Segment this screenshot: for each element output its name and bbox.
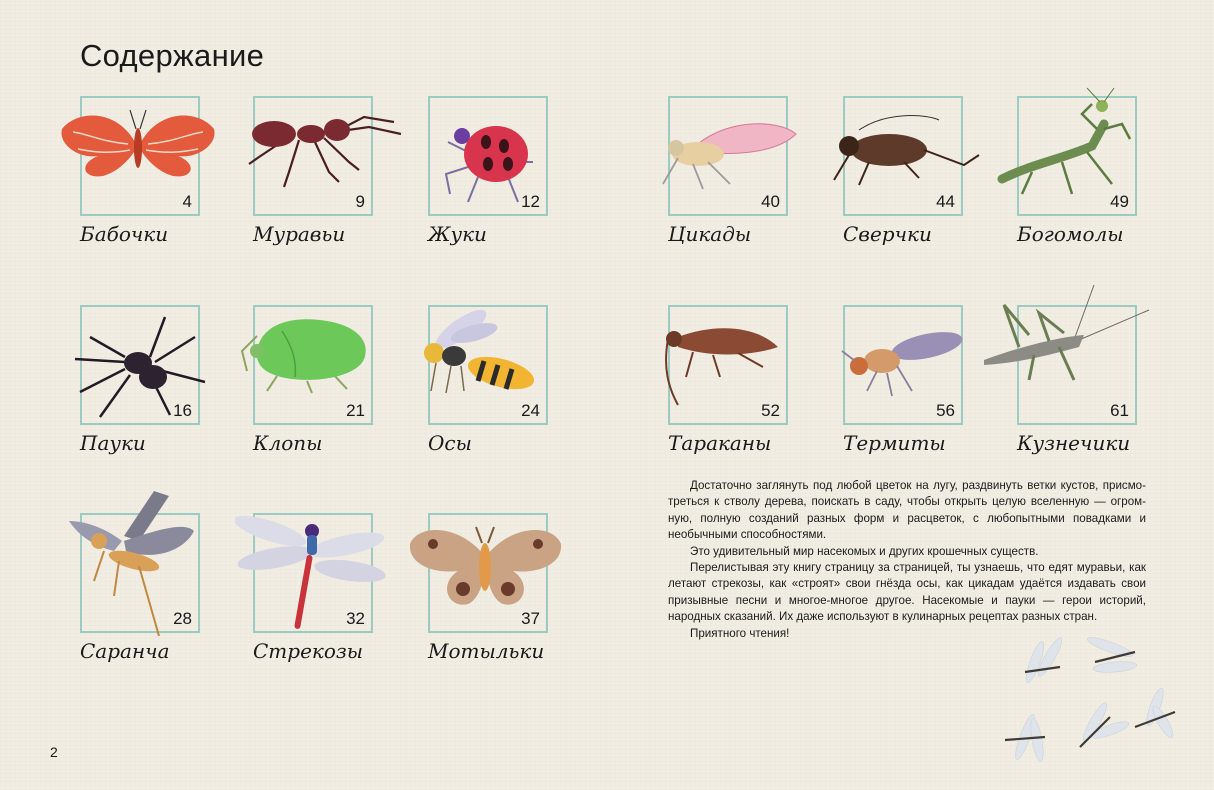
page-number: 44 xyxy=(936,192,955,211)
intro-text xyxy=(668,478,1146,642)
section-label: Цикады xyxy=(668,222,752,246)
contents-entry-moths[interactable] xyxy=(428,513,618,688)
mantis-icon xyxy=(992,84,1137,214)
section-label: Саранча xyxy=(80,639,170,663)
page-number: 61 xyxy=(1110,401,1129,420)
locust-icon xyxy=(64,491,204,636)
ant-icon xyxy=(229,102,404,192)
section-label: Бабочки xyxy=(80,222,169,246)
contents-entry-cockroaches[interactable] xyxy=(668,305,858,480)
page-number: 49 xyxy=(1110,192,1129,211)
section-label: Тараканы xyxy=(668,431,772,455)
page-number: 21 xyxy=(346,401,365,420)
page-title: Содержание xyxy=(80,38,265,73)
section-label: Кузнечики xyxy=(1017,431,1131,455)
section-label: Клопы xyxy=(253,431,323,455)
page-number: 9 xyxy=(355,192,365,211)
intro-paragraph: Приятного чтения! xyxy=(690,626,790,640)
termite-icon xyxy=(837,321,972,406)
cockroach-icon xyxy=(658,317,788,407)
section-label: Осы xyxy=(428,431,472,455)
butterfly-icon xyxy=(58,104,218,184)
contents-entry-grasshoppers[interactable] xyxy=(1017,305,1207,480)
page-number: 16 xyxy=(173,401,192,420)
intro-paragraph: Достаточно заглянуть под любой цветок на лугу, раздвинуть ветки кустов, присмо-тpеться к стволу дерева, поискать в саду, чтобы открыть целую вселенную — огром-ную, полную созданий разных форм и расцветок, с любопытными повадками и необычными способностями. xyxy=(668,479,1146,542)
shield-bug-icon xyxy=(237,311,382,396)
contents-entry-beetles[interactable] xyxy=(428,96,618,271)
page-number: 24 xyxy=(521,401,540,420)
page-number: 56 xyxy=(936,401,955,420)
moth-icon xyxy=(408,519,563,614)
dragonfly-icon xyxy=(235,513,395,633)
beetle-icon xyxy=(438,102,538,222)
section-label: Термиты xyxy=(843,431,946,455)
intro-paragraph: Это удивительный мир насекомых и других крошечных существ. xyxy=(690,544,1039,558)
contents-entry-mantises[interactable] xyxy=(1017,96,1207,271)
page-number: 32 xyxy=(346,609,365,628)
dragonflies-decoration xyxy=(995,622,1195,782)
page-number: 52 xyxy=(761,401,780,420)
section-label: Пауки xyxy=(80,431,146,455)
cicada-icon xyxy=(658,114,798,194)
section-label: Муравьи xyxy=(253,222,346,246)
grasshopper-icon xyxy=(979,285,1154,405)
page-number-footer: 2 xyxy=(50,744,58,760)
intro-paragraph: Перелистывая эту книгу страницу за страницей, ты узнаешь, что едят муравьи, как летают стрекозы, как «строят» свои гнёзда осы, как цикадам удаётся издавать свои призывные песни и многое-многое другое. Насекомые и пауки — герои историй, народных сказаний. Их даже используют в кулинарных рецептах разных стран. xyxy=(668,561,1146,624)
page-number: 12 xyxy=(521,192,540,211)
section-label: Сверчки xyxy=(843,222,932,246)
page-number: 28 xyxy=(173,609,192,628)
section-label: Мотыльки xyxy=(428,639,545,663)
contents-entry-wasps[interactable] xyxy=(428,305,618,480)
cricket-icon xyxy=(829,110,989,200)
contents-entry-ants[interactable] xyxy=(253,96,443,271)
page-number: 37 xyxy=(521,609,540,628)
page-number: 4 xyxy=(182,192,192,211)
wasp-icon xyxy=(406,301,546,401)
spider-icon xyxy=(70,307,210,422)
section-label: Стрекозы xyxy=(253,639,364,663)
page-number: 40 xyxy=(761,192,780,211)
section-label: Богомолы xyxy=(1017,222,1124,246)
section-label: Жуки xyxy=(428,222,487,246)
